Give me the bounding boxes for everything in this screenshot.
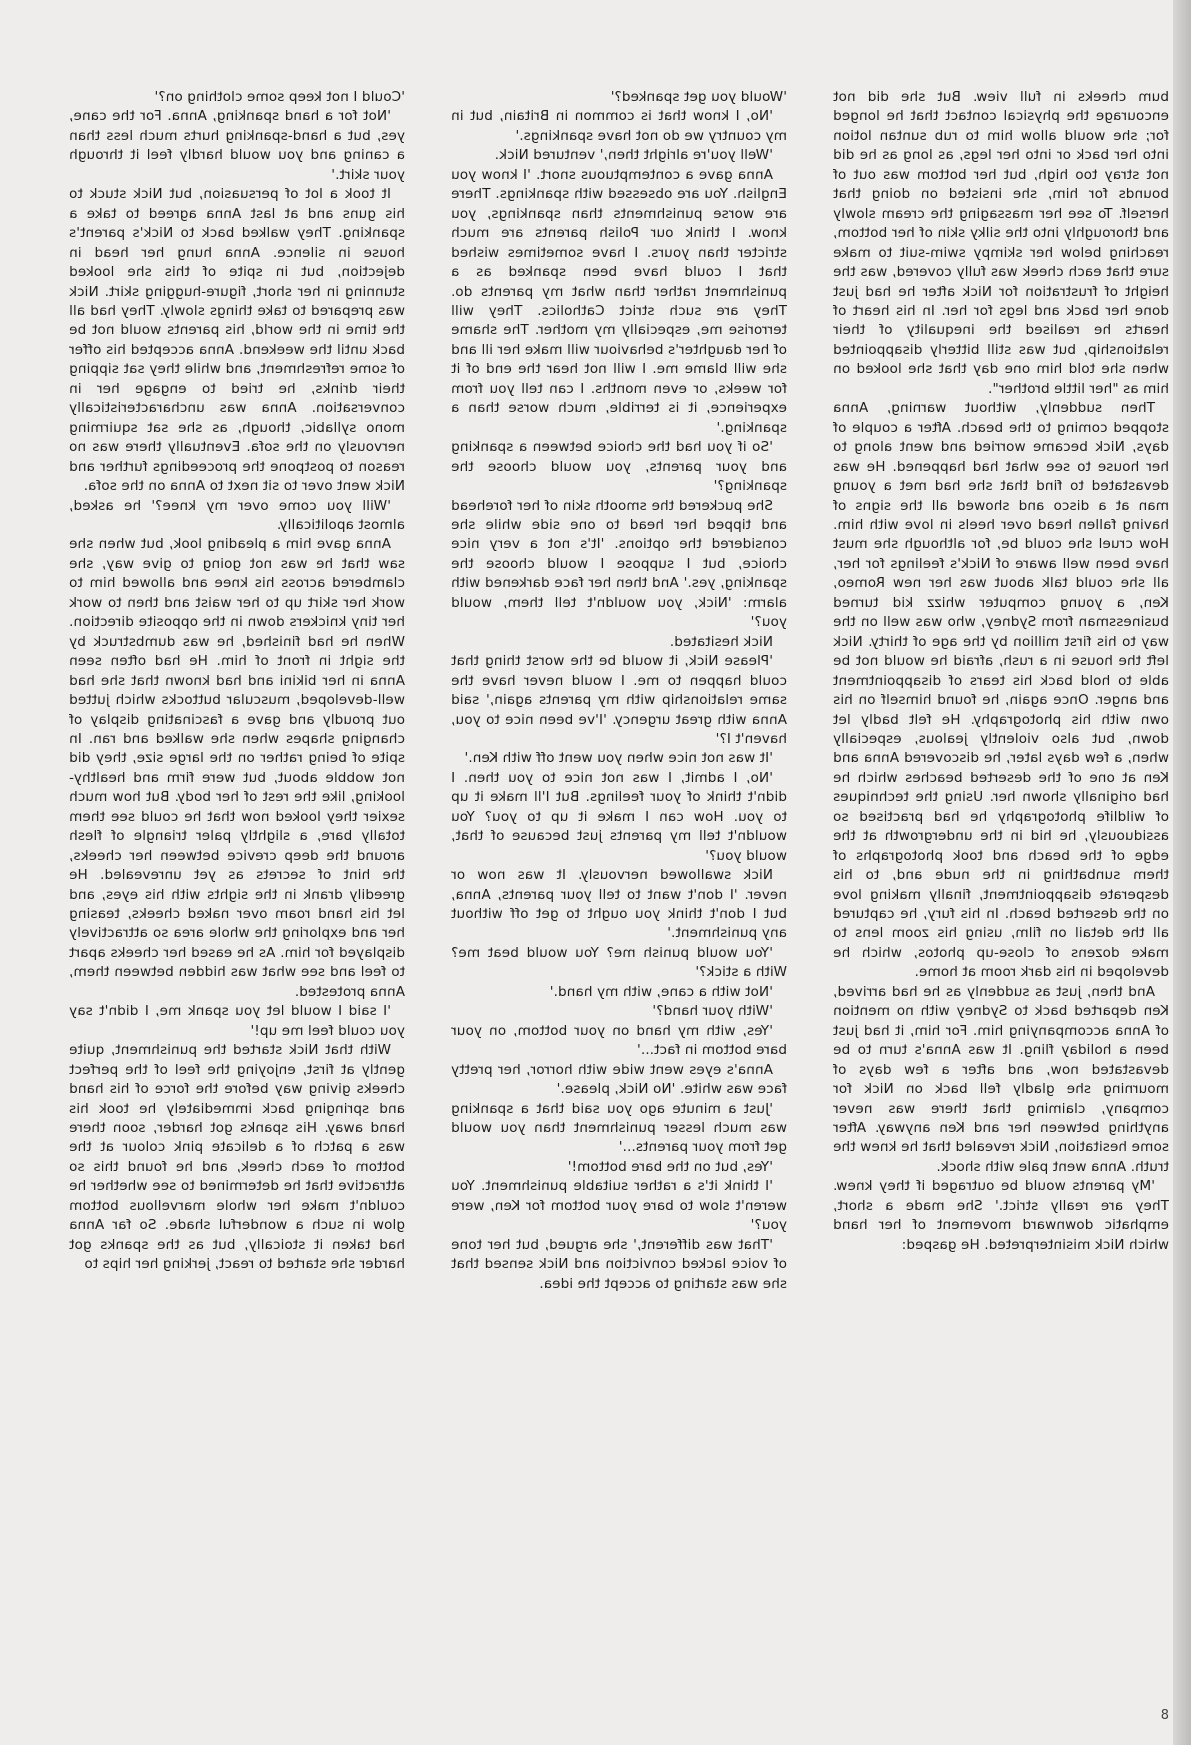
paragraph: With that Nick started the punishment, quite gently at first, enjoying the feel of the perfect cheeks giving way before the force of his hand and springing back immediately he took his hand away. His spanks got harder, soon there was a patch of a delicate pink colour at the bottom of each cheek, and he found this so attractive that he determined to see whether he couldn't make her whole marvellous bottom glow in such a wonderful shade. So far Anna had taken it stoically, but as the spanks got harder she started to react, jerking her hips to xyxy=(69,1042,405,1273)
paragraph: 'Just a minute ago you said that a spanking was much lesser punishment than you would get from your parents...' xyxy=(451,1100,787,1156)
orientation-note: mirrored xyxy=(22,1740,27,1741)
paragraph: She puckered the smooth skin of her forehead and tipped her head to one side while she considered the options. 'It's not a very nice choice, but I suppose I would choose the spanking, yes.' And then her face darkened with alarm: 'Nick, you wouldn't tell them, would you?' xyxy=(451,497,787,631)
paragraph: 'Well you're alright then,' ventured Nick. xyxy=(494,147,773,164)
paragraph: 'That was different,' she argued, but her tone of voice lacked conviction and Nick sensed that she was starting to accept the idea. xyxy=(451,1236,787,1292)
binding-gutter xyxy=(1173,0,1191,1745)
paragraph: 'No, I know that is common in Britain, but in my country we do not have spankings.' xyxy=(451,108,787,144)
paragraph: 'Yes, with my hand on your bottom, on your bare bottom in fact...' xyxy=(451,1022,787,1059)
paragraph: 'My parents would be outraged if they knew. They are really strict.' She made a short, emphatic downward movement of her hand which Nick misinterpreted. He gasped: xyxy=(833,1178,1169,1253)
paragraph: Anna's eyes went wide with horror, her pretty face was white. 'No Nick, please.' xyxy=(451,1061,787,1098)
paragraph: 'It was not nice when you went off with Ken.' xyxy=(464,750,773,767)
text-columns xyxy=(69,88,1169,1728)
paragraph: Then suddenly, without warning, Anna stopped coming to the beach. After a couple of days, Nick became worried and went along to her house to see what had happened. He was devastated to find that she had met a young man at a disco and showed all the signs of having fallen head over heels in love with him. How cruel she could be, for although she must have been well aware of Nick's feelings for her, all she could talk about was her new Romeo, Ken, a young computer whizz kid turned businessman from Sydney, who was well on the way to his first million by the age of thirty. Nick left the house in a rush, afraid he would not be able to hold back his tears of disappointment and anger. Once again, he found himself on his own with his photography. He felt badly let down, but also violently jealous, especially when, a few days later, he discovered Anna and Ken at one of the deserted beaches which he had originally shown her. Using the techniques of wildlife photography he had practised so assiduously, he hid in the undergrowth at the edge of the beach and took photographs of them sunbathing in the nude and, to his desperate disappointment, finally making love on the deserted beach. In his fury, he captured all the detail on film, using his zoom lens to make dozens of close-up photos, which he developed in his dark room at home. xyxy=(833,400,1169,981)
paragraph: 'Not for a hand spanking, Anna. For the cane, yes, but a hand-spanking hurts much less than a caning and you would hardly feel it through your skirt.' xyxy=(69,108,405,183)
paragraph: Nick swallowed nervously. It was now or never. 'I don't want to tell your parents, Anna, but I don't think you ought to get off without any punishment.' xyxy=(451,867,787,942)
paragraph: 'Not with a cane, with my hand.' xyxy=(549,983,773,1000)
paragraph: 'Could I not keep some clothing on?' xyxy=(154,89,405,105)
page-number: 8 xyxy=(1160,1708,1169,1723)
paragraph: 'So if you had the choice between a spanking and your parents, you would choose the spanking?' xyxy=(451,439,787,495)
column-3 xyxy=(69,88,405,1728)
paragraph: 'No, I admit, I was not nice to you then. I didn't think of your feelings. But I'll make it up to you. How can I make it up to you? You wouldn't tell my parents just because of that, would you?' xyxy=(451,769,787,864)
paragraph: 'You would punish me? You would beat me? With a stick?' xyxy=(451,944,787,981)
paragraph: Anna gave a contemptuous snort. 'I know you English. You are obsessed with spankings. There are worse punishments than spankings, you know. I think our Polish parents are much stricter than yours. I have sometimes wished that I could have been spanked as a punishment rather than what my parents do. They are such strict Catholics. They will terrorise me, especially my mother. The shame of her daughter's behaviour will make her ill and she will blame me. I will not hear the end of it for weeks, or even months. I can tell you from experience, it is terrible, much worse than a spanking.' xyxy=(451,166,787,436)
column-1 xyxy=(833,88,1169,1728)
paragraph: 'I said I would let you spank me, I didn't say you could feel me up!' xyxy=(69,1003,405,1039)
paragraph: 'Will you come over my knee?' he asked, almost apolitically. xyxy=(69,497,405,533)
paragraph: bum cheeks in full view. But she did not encourage the physical contact that he longed for; she would allow him to rub suntan lotion into her back or into her legs, as long as he did not stray too high, but her bottom was out of bounds for him, she insisted on doing that herself. To see her massaging the cream slowly and thoroughly into the silky skin of her bottom, reaching below her skimpy swim-suit to make sure that each cheek was fully covered, was the height of frustration for Nick after he had just done her back and legs for her. In his heart of hearts he realised the inequality of their relationship, but was still bitterly disappointed when she told him one day that she looked on him as "her little brother". xyxy=(833,89,1169,397)
paragraph: 'Yes, but on the bare bottom!' xyxy=(567,1158,773,1175)
paragraph: Anna gave him a pleading look, but when she saw that he was not going to give way, she clambered across his knee and allowed him to work her skirt up to her waist and then to work her tiny knickers down in the opposite direction. When he had finished, he was dumbstruck by the sight in front of him. He had often seen Anna in her bikini and had known that she had well-developed, muscular buttocks which jutted out proudly and gave a fascinating display of changing shapes when she walked and ran. In spite of being rather on the large size, they did not wobble about, but were firm and healthy-looking, like the rest of her body. But how much sexier they looked now that he could see them totally bare, a slightly paler triangle of flesh around the deep crevice between her cheeks, the hint of secrets as yet unrevealed. He greedily drank in the sights with his eyes, and let his hand roam over naked cheeks, teasing her and exploring the whole area so attractively displayed for him. As he eased her cheeks apart to feel and see what was hidden between them, Anna protested. xyxy=(69,536,405,1000)
column-2 xyxy=(451,88,787,1728)
paragraph: It took a lot of persuasion, but Nick stuck to his guns and at last Anna agreed to take a spanking. They walked back to Nick's parent's house in silence. Anna hung her head in dejection, but in spite of this she looked stunning in her short, figure-hugging skirt. Nick was prepared to take things slowly. They had all the time in the world, his parents would not be back until the weekend. Anna accepted his offer of some refreshment, and while they sat sipping their drinks, he tried to engage her in conversation. Anna was uncharacteristically mono syllabic, though, as she sat squirming nervously on the sofa. Eventually there was no reason to postpone the proceedings further and Nick went over to sit next to Anna on the sofa. xyxy=(69,186,405,495)
paragraph: 'With your hand?' xyxy=(652,1003,773,1020)
paragraph: 'Would you get spanked?' xyxy=(610,89,787,105)
paragraph: And then, just as suddenly as he had arrived, Ken departed back to Sydney with no mention of Anna accompanying him. For him, it had just been a holiday fling. It was Anna's turn to be devastated now, and after a few days of mourning she gladly fell back on Nick for company, claiming that there was never anything between her and Ken anyway. After some hesitation, Nick revealed that he knew the truth. Anna went pale with shock. xyxy=(833,983,1169,1175)
paragraph: 'Please Nick, it would be the worst thing that could happen to me. I would never have the same relationship with my parents again,' said Anna with great urgency. 'I've been nice to you, haven't I?' xyxy=(451,653,787,747)
paragraph: Nick hesitated. xyxy=(669,633,773,650)
paragraph: 'I think it's a rather suitable punishment. You weren't slow to bare your bottom for Ken, were you?' xyxy=(451,1178,787,1234)
